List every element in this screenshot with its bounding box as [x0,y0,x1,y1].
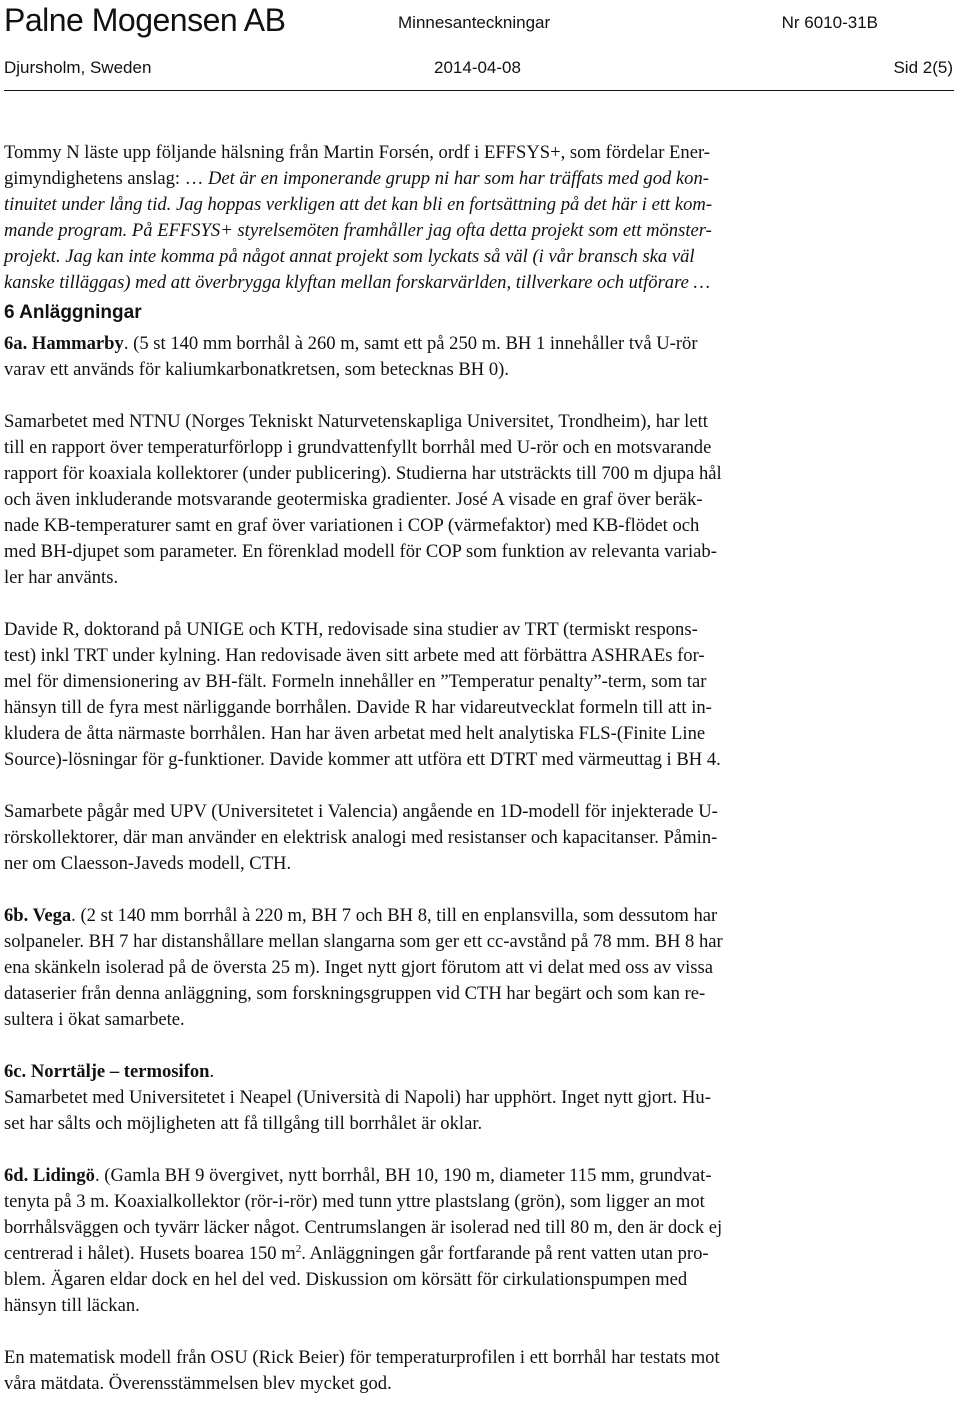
text-fragment: gimyndighetens anslag: … [4,168,208,189]
text-line: tenyta på 3 m. Koaxialkollektor (rör-i-rör) med tunn yttre plastslang (grön), som ligger an mot [4,1191,705,1212]
text-line [4,1241,956,1267]
text-line: hänsyn till läckan. [4,1295,140,1316]
text-line: Samarbetet med NTNU (Norges Tekniskt Naturvetenskapliga Universitet, Trondheim), har lett [4,411,708,432]
text-line: rörskollektorer, där man använder en elektrisk analogi med resistanser och kapacitanser. Påmin- [4,827,718,848]
quote-line: projekt. Jag kan inte komma på något annat projekt som lyckats så väl (i vår bransch ska väl [4,246,695,267]
text-line: ner om Claesson-Javeds modell, CTH. [4,853,292,874]
text-line: test) inkl TRT under kylning. Han redovisade även sitt arbete med att förbättra ASHRAEs for- [4,645,705,666]
text-line: ena skänkeln isolerad på de översta 25 m). Inget nytt gjort förutom att vi delat med oss av vissa [4,957,713,978]
osu-paragraph [4,1345,956,1397]
text-line [4,331,956,357]
document-date: 2014-04-08 [434,58,521,77]
text-line: sultera i ökat samarbete. [4,1009,185,1030]
text-line: solpaneler. BH 7 har distanshållare mellan slangarna som ger ett cc-avstånd på 78 mm. BH 8 har [4,931,723,952]
section-heading: 6 Anläggningar [4,302,142,323]
subsection-title: 6b. Vega [4,905,72,926]
text-line: Davide R, doktorand på UNIGE och KTH, redovisade sina studier av TRT (termiskt respons- [4,619,698,640]
section-6a [4,331,956,383]
text-line: borrhålsväggen och tyvärr läcker något. Centrumslangen är isolerad ned till 80 m, den är dock ej [4,1217,723,1238]
text-line: dataserier från denna anläggning, som forskningsgruppen vid CTH har begärt och som kan re- [4,983,706,1004]
davide-paragraph [4,617,956,773]
text-line: och även inkluderande motsvarande geotermiska gradienter. José A visade en graf över beräk- [4,489,703,510]
text-line: Tommy N läste upp följande hälsning från Martin Forsén, ordf i EFFSYS+, som fördelar Ener- [4,142,710,163]
upv-paragraph [4,799,956,877]
text-line: mel för dimensionering av BH-fält. Formeln innehåller en ”Temperatur penalty”-term, som tar [4,671,707,692]
document-body [4,140,956,1397]
text-line [4,166,956,192]
subsection-title: 6d. Lidingö [4,1165,95,1186]
text-line: set har sålts och möjligheten att få tillgång till borrhålet är oklar. [4,1113,483,1134]
text-line: blem. Ägaren eldar dock en hel del ved. Diskussion om körsätt för cirkulationspumpen med [4,1269,688,1290]
paragraph-gap [4,1033,956,1059]
text-line: Samarbetet med Universitetet i Neapel (Università di Napoli) har upphört. Inget nytt gjort. Hu- [4,1087,711,1108]
text-line: En matematisk modell från OSU (Rick Beier) för temperaturprofilen i ett borrhål har testats mot [4,1347,720,1368]
company-name: Palne Mogensen AB [4,2,286,38]
quote-line: tinuitet under lång tid. Jag hoppas verkligen att det kan bli en fortsättning på det här i ett kom- [4,194,713,215]
text-fragment: . Anläggningen går fortfarande på rent vatten utan pro- [301,1243,709,1264]
page-number: Sid 2(5) [893,58,953,77]
text-fragment: . [209,1061,215,1082]
quote-fragment: Det är en imponerande grupp ni har som har träffats med god kon- [208,168,709,189]
text-line: varav ett används för kaliumkarbonatkretsen, som betecknas BH 0). [4,359,509,380]
text-fragment: centrerad i hålet). Husets boarea 150 m [4,1243,296,1264]
text-line: nade KB-temperaturer samt en graf över variationen i COP (värmefaktor) med KB-flödet och [4,515,700,536]
intro-paragraph [4,140,956,296]
document-type: Minnesanteckningar [398,13,551,32]
text-line: kludera de åtta närmaste borrhålen. Han har även arbetat med helt analytiska FLS-(Finite Line [4,723,706,744]
text-line: ler har använts. [4,567,119,588]
paragraph-gap [4,1319,956,1345]
text-line [4,1059,956,1085]
location: Djursholm, Sweden [4,58,152,77]
text-fragment: . (Gamla BH 9 övergivet, nytt borrhål, BH 10, 190 m, diameter 115 mm, grundvat- [94,1165,712,1186]
paragraph-gap [4,773,956,799]
text-fragment: . (5 st 140 mm borrhål à 260 m, samt ett på 250 m. BH 1 innehåller två U-rör [123,333,698,354]
text-line: våra mätdata. Överensstämmelsen blev mycket god. [4,1373,392,1394]
text-line: med BH-djupet som parameter. En förenklad modell för COP som funktion av relevanta variab- [4,541,717,562]
section-6b [4,903,956,1033]
text-line: hänsyn till de fyra mest närliggande borrhålen. Davide R har vidareutvecklat formeln till att in- [4,697,712,718]
text-line: till en rapport över temperaturförlopp i grundvattenfyllt borrhål med U-rör och en motsvarande [4,437,712,458]
paragraph-gap [4,1137,956,1163]
text-line [4,1163,956,1189]
subsection-title: 6c. Norrtälje – termosifon [4,1061,210,1082]
text-line: Samarbete pågår med UPV (Universitetet i Valencia) angående en 1D-modell för injekterade U- [4,801,718,822]
superscript: 2 [295,1242,302,1255]
header-divider [4,90,954,91]
paragraph-gap [4,591,956,617]
text-line [4,903,956,929]
paragraph-gap [4,877,956,903]
quote-line: kanske tilläggas) med att överbrygga klyftan mellan forskarvärlden, tillverkare och utförare … [4,272,711,293]
text-fragment: . (2 st 140 mm borrhål à 220 m, BH 7 och BH 8, till en enplansvilla, som dessutom har [71,905,718,926]
section-6d [4,1163,956,1319]
paragraph-gap [4,383,956,409]
ntnu-paragraph [4,409,956,591]
text-line: Source)-lösningar för g-funktioner. Davide kommer att utföra ett DTRT med värmeuttag i BH 4. [4,749,721,770]
quote-line: mande program. På EFFSYS+ styrelsemöten framhåller jag ofta detta projekt som ett mönster- [4,220,712,241]
subsection-title: 6a. Hammarby [4,333,124,354]
section-6c [4,1059,956,1137]
text-line: rapport för koaxiala kollektorer (under publicering). Studierna har utsträckts till 700 m djupa hål [4,463,722,484]
document-number: Nr 6010-31B [781,13,878,32]
